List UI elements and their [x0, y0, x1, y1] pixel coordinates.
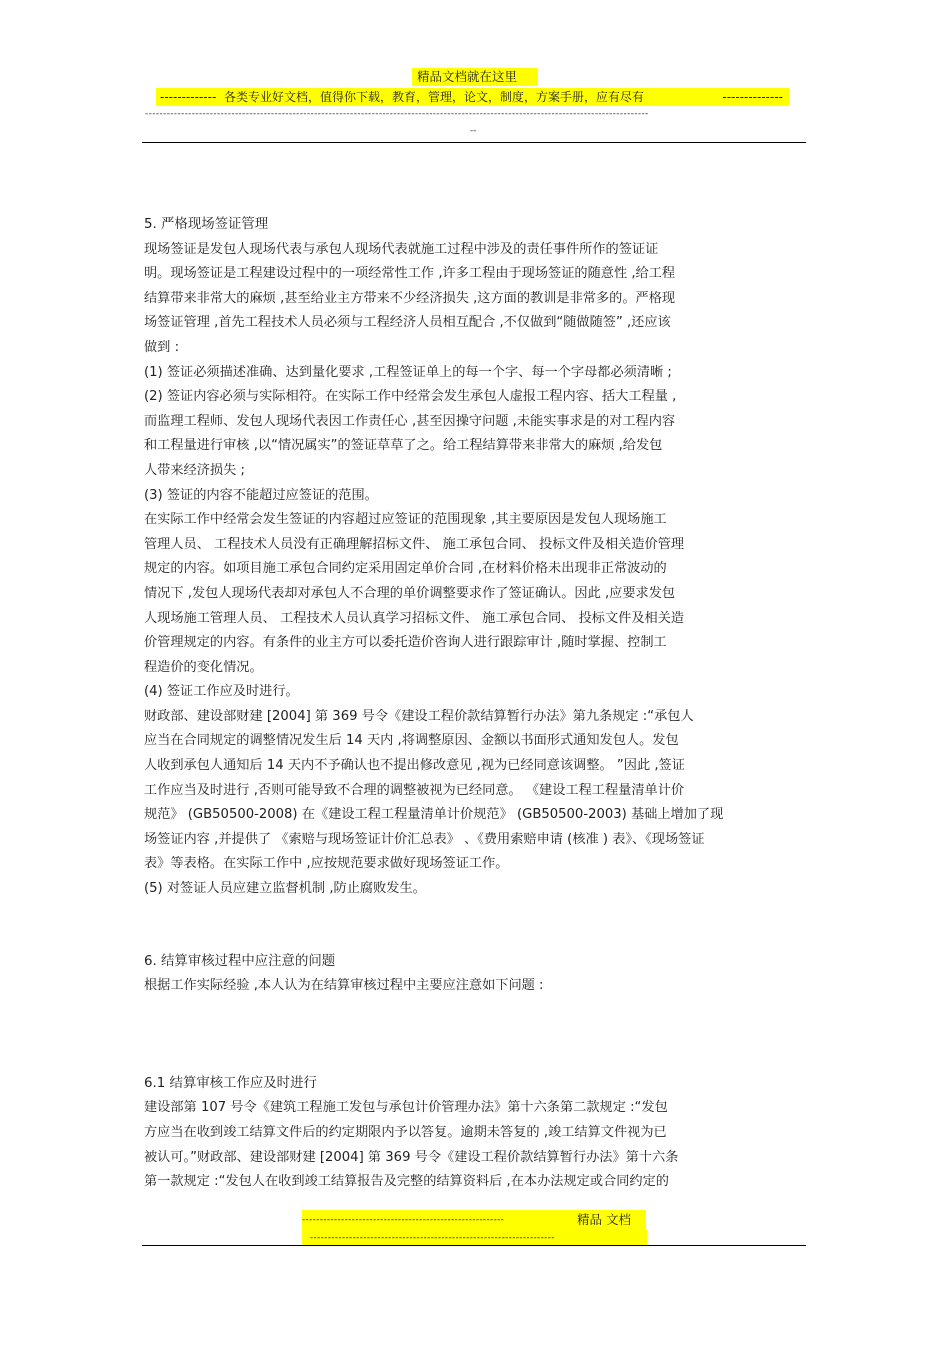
section-heading: 5. 严格现场签证管理: [144, 217, 269, 232]
footer-dashes-2-highlight: [302, 1230, 647, 1246]
text-line: 根据工作实际经验 ,本人认为在结算审核过程中主要应注意如下问题 :: [144, 978, 544, 994]
text-line: 规范》 (GB50500-2008) 在《建设工程工程量清单计价规范》 (GB50500-2003) 基础上增加了现: [144, 807, 724, 823]
header-title: 精品文档就在这里: [417, 69, 518, 84]
text-line: 而监理工程师、发包人现场代表因工作责任心 ,甚至因操守问题 ,未能实事求是的对工程内容: [144, 413, 676, 429]
text-line: 和工程量进行审核 ,以“情况属实”的签证草草了之。给工程结算带来非常大的麻烦 ,给发包: [144, 438, 663, 454]
header-dash-line: --------------------------------------------------------------------------------------------------------------------------------------------: [145, 109, 649, 119]
text-line: 财政部、建设部财建 [2004] 第 369 号令《建设工程价款结算暂行办法》第九条规定 :“承包人: [144, 708, 694, 724]
header-left-dashes: -------------: [160, 90, 217, 104]
header-right-dashes: --------------: [722, 90, 783, 104]
text-line: 工作应当及时进行 ,否则可能导致不合理的调整被视为已经同意。 《建设工程工程量清单计价: [144, 782, 685, 798]
text-line: 被认可。”财政部、建设部财建 [2004] 第 369 号令《建设工程价款结算暂行办法》第十六条: [144, 1149, 679, 1165]
text-line: 第一款规定 :“发包人在收到竣工结算报告及完整的结算资料后 ,在本办法规定或合同约定的: [144, 1174, 669, 1190]
text-line: (4) 签证工作应及时进行。: [144, 684, 299, 700]
text-line: 在实际工作中经常会发生签证的内容超过应签证的范围现象 ,其主要原因是发包人现场施工: [144, 512, 667, 528]
text-line: 结算带来非常大的麻烦 ,甚至给业主方带来不少经济损失 ,这方面的教训是非常多的。严格现: [144, 290, 676, 306]
text-line: 程造价的变化情况。: [144, 659, 263, 675]
text-line: (5) 对签证人员应建立监督机制 ,防止腐败发生。: [144, 881, 426, 897]
text-line: 做到 :: [144, 339, 180, 355]
text-line: 建设部第 107 号令《建筑工程施工发包与承包计价管理办法》第十六条第二款规定 :“发包: [144, 1100, 668, 1116]
section-spacer: [144, 902, 808, 950]
header-tagline-highlight: [156, 88, 789, 106]
text-line: 人收到承包人通知后 14 天内不予确认也不提出修改意见 ,视为已经同意该调整。 ”因此 ,签证: [144, 758, 685, 774]
footer-highlight: [302, 1210, 646, 1230]
text-line: 应当在合同规定的调整情况发生后 14 天内 ,将调整原因、金额以书面形式通知发包人。发包: [144, 733, 679, 749]
text-line: 现场签证是发包人现场代表与承包人现场代表就施工过程中涉及的责任事件所作的签证证: [144, 241, 659, 257]
header-dash-short: --: [470, 126, 477, 136]
section-spacer: [144, 999, 808, 1072]
text-line: 情况下 ,发包人现场代表却对承包人不合理的单价调整要求作了签证确认。因此 ,应要求发包: [144, 585, 676, 601]
footer-dashes: ---------------------------------------------------------: [302, 1215, 505, 1225]
document-body: [144, 213, 808, 1195]
header-rule: [142, 142, 806, 143]
text-line: 规定的内容。如项目施工承包合同约定采用固定单价合同 ,在材料价格未出现非正常波动的: [144, 561, 667, 577]
text-line: (1) 签证必须描述准确、达到量化要求 ,工程签证单上的每一个字、每一个字母都必须清晰 ;: [144, 364, 672, 380]
text-line: (3) 签证的内容不能超过应签证的范围。: [144, 487, 378, 503]
header-tagline: 各类专业好文档，值得你下载，教育，管理，论文，制度，方案手册，应有尽有: [224, 90, 645, 104]
text-line: (2) 签证内容必须与实际相符。在实际工作中经常会发生承包人虚报工程内容、括大工程量 ,: [144, 389, 677, 405]
text-line: 方应当在收到竣工结算文件后的约定期限内予以答复。逾期未答复的 ,竣工结算文件视为已: [144, 1125, 667, 1140]
text-line: 明。现场签证是工程建设过程中的一项经常性工作 ,许多工程由于现场签证的随意性 ,给工程: [144, 266, 676, 282]
section-heading: 6. 结算审核过程中应注意的问题: [144, 953, 336, 969]
text-line: 场签证内容 ,并提供了 《索赔与现场签证计价汇总表》 、《费用索赔申请 (核准 ) 表》、《现场签证: [144, 831, 705, 847]
footer-dashes-2: ---------------------------------------------------------------------: [310, 1233, 555, 1243]
text-line: 价管理规定的内容。有条件的业主方可以委托造价咨询人进行跟踪审计 ,随时掌握、控制工: [144, 635, 667, 651]
header-title-highlight: [412, 68, 538, 86]
text-line: 人带来经济损失 ;: [144, 462, 245, 478]
footer-text: 精品 文档: [577, 1212, 631, 1227]
section-heading: 6.1 结算审核工作应及时进行: [144, 1075, 317, 1091]
footer-rule: [142, 1245, 806, 1246]
text-line: 管理人员、 工程技术人员没有正确理解招标文件、 施工承包合同、 投标文件及相关造价管理: [144, 536, 685, 552]
text-line: 场签证管理 ,首先工程技术人员必须与工程经济人员相互配合 ,不仅做到“随做随签” ,还应该: [144, 315, 671, 331]
text-line: 表》等表格。在实际工作中 ,应按规范要求做好现场签证工作。: [144, 856, 509, 872]
text-line: 人现场施工管理人员、 工程技术人员认真学习招标文件、 施工承包合同、 投标文件及相关造: [144, 610, 685, 626]
